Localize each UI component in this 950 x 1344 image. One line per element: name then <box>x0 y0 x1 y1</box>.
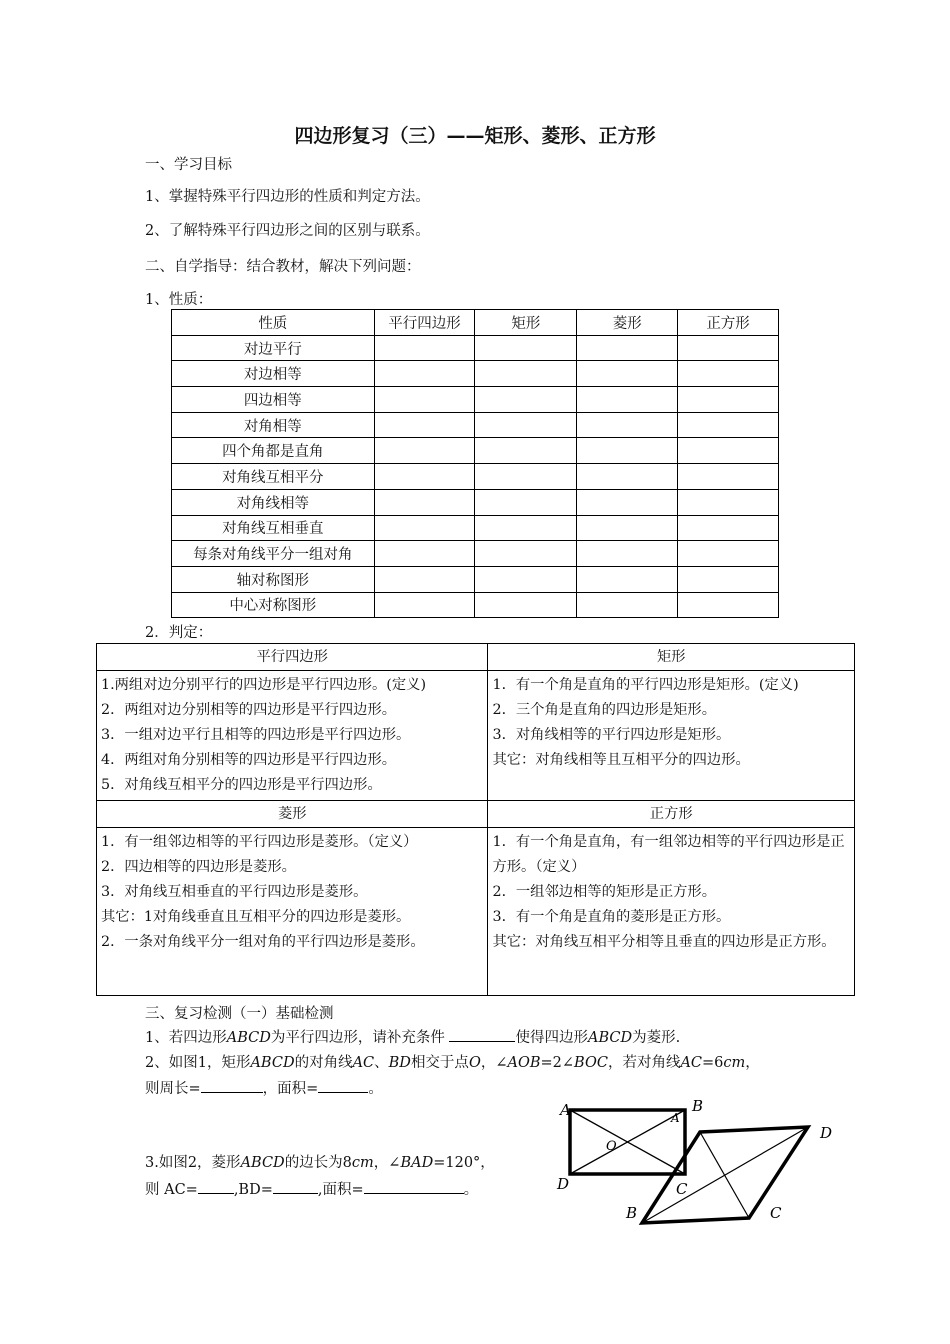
answer-cell[interactable] <box>577 464 678 490</box>
area-blank[interactable] <box>364 1193 464 1194</box>
table-row <box>172 592 779 618</box>
table-row <box>172 438 779 464</box>
criterion-item: 3．有一个角是直角的菱形是正方形。 <box>492 909 731 925</box>
answer-cell[interactable] <box>678 412 779 438</box>
criterion-item: 2．三个角是直角的四边形是矩形。 <box>492 702 717 718</box>
answer-cell[interactable] <box>678 464 779 490</box>
ac-blank[interactable] <box>198 1193 234 1194</box>
geometry-figures <box>550 1095 850 1230</box>
answer-blank[interactable] <box>449 1041 515 1042</box>
header-cell: 平行四边形 <box>374 310 475 336</box>
property-name: 中心对称图形 <box>172 592 375 618</box>
answer-cell[interactable] <box>577 335 678 361</box>
criterion-item: 3．一组对边平行且相等的四边形是平行四边形。 <box>101 727 411 743</box>
answer-cell[interactable] <box>475 387 577 413</box>
table-row <box>172 387 779 413</box>
table-row <box>172 464 779 490</box>
table-row <box>172 489 779 515</box>
answer-cell[interactable] <box>678 387 779 413</box>
answer-cell[interactable] <box>577 387 678 413</box>
answer-cell[interactable] <box>577 566 678 592</box>
property-name: 对角相等 <box>172 412 375 438</box>
criterion-item: 3．对角线互相垂直的平行四边形是菱形。 <box>101 884 368 900</box>
judge-label: 2．判定： <box>145 625 213 641</box>
rhombus-criteria <box>97 828 488 996</box>
answer-cell[interactable] <box>475 438 577 464</box>
answer-cell[interactable] <box>374 438 475 464</box>
question-2-line2: 则周长= ，面积= 。 <box>145 1081 383 1097</box>
criterion-item: 1．有一个角是直角，有一组邻边相等的平行四边形是正方形。（定义） <box>492 834 845 875</box>
criterion-item: 5．对角线互相平分的四边形是平行四边形。 <box>101 777 382 793</box>
goal-2: 2、了解特殊平行四边形之间的区别与联系。 <box>145 223 430 239</box>
answer-cell[interactable] <box>475 361 577 387</box>
header-cell: 性质 <box>172 310 375 336</box>
label-b2: B <box>626 1204 638 1222</box>
property-name: 对角线相等 <box>172 489 375 515</box>
answer-cell[interactable] <box>374 541 475 567</box>
answer-cell[interactable] <box>374 464 475 490</box>
criterion-item: 其它：1对角线垂直且互相平分的四边形是菱形。 <box>101 909 411 925</box>
table-row <box>172 361 779 387</box>
header-cell: 矩形 <box>475 310 577 336</box>
property-table <box>171 309 779 618</box>
section3-heading: 三、复习检测（一）基础检测 <box>145 1006 334 1022</box>
answer-cell[interactable] <box>678 566 779 592</box>
question-2: 2、如图1，矩形ABCD的对角线AC、BD相交于点O，∠AOB=2∠BOC，若对角线AC=6cm， <box>145 1055 760 1071</box>
answer-cell[interactable] <box>475 489 577 515</box>
answer-cell[interactable] <box>678 592 779 618</box>
answer-cell[interactable] <box>475 464 577 490</box>
answer-cell[interactable] <box>374 335 475 361</box>
label-c2: C <box>770 1204 782 1222</box>
property-label: 1、性质： <box>145 292 213 308</box>
answer-cell[interactable] <box>678 438 779 464</box>
criterion-item: 2．两组对边分别相等的四边形是平行四边形。 <box>101 702 397 718</box>
square-header: 正方形 <box>488 801 855 828</box>
label-d: D <box>557 1175 570 1193</box>
answer-cell[interactable] <box>678 489 779 515</box>
area-blank[interactable] <box>318 1092 368 1093</box>
section2-heading: 二、自学指导：结合教材，解决下列问题： <box>145 259 421 275</box>
answer-cell[interactable] <box>678 541 779 567</box>
answer-cell[interactable] <box>374 592 475 618</box>
answer-cell[interactable] <box>475 541 577 567</box>
criterion-item: 2．一组邻边相等的矩形是正方形。 <box>492 884 717 900</box>
criterion-item: 其它：对角线互相平分相等且垂直的四边形是正方形。 <box>492 934 836 950</box>
answer-cell[interactable] <box>577 489 678 515</box>
answer-cell[interactable] <box>475 566 577 592</box>
label-b: B <box>692 1097 704 1115</box>
judgement-table <box>96 643 855 996</box>
answer-cell[interactable] <box>374 566 475 592</box>
perimeter-blank[interactable] <box>201 1092 263 1093</box>
answer-cell[interactable] <box>577 361 678 387</box>
property-name: 对角线互相平分 <box>172 464 375 490</box>
answer-cell[interactable] <box>475 592 577 618</box>
answer-cell[interactable] <box>577 541 678 567</box>
answer-cell[interactable] <box>374 412 475 438</box>
rhombus-header: 菱形 <box>97 801 488 828</box>
rectangle-criteria <box>488 671 855 801</box>
answer-cell[interactable] <box>475 515 577 541</box>
criterion-item: 其它：对角线相等且互相平分的四边形。 <box>492 752 750 768</box>
criterion-item: 4．两组对角分别相等的四边形是平行四边形。 <box>101 752 397 768</box>
figure-1-rectangle <box>556 1097 703 1198</box>
criterion-item: 3．对角线相等的平行四边形是矩形。 <box>492 727 731 743</box>
property-name: 轴对称图形 <box>172 566 375 592</box>
answer-cell[interactable] <box>577 592 678 618</box>
criterion-item: 1．有一个角是直角的平行四边形是矩形。(定义) <box>492 677 799 693</box>
page-title: 四边形复习（三）——矩形、菱形、正方形 <box>294 125 656 147</box>
label-c: C <box>676 1180 688 1198</box>
property-name: 对角线互相垂直 <box>172 515 375 541</box>
table-row <box>172 412 779 438</box>
answer-cell[interactable] <box>678 361 779 387</box>
answer-cell[interactable] <box>475 412 577 438</box>
answer-cell[interactable] <box>577 412 678 438</box>
answer-cell[interactable] <box>577 515 678 541</box>
goal-1: 1、掌握特殊平行四边形的性质和判定方法。 <box>145 189 430 205</box>
table-row <box>172 541 779 567</box>
label-a: A <box>560 1101 571 1119</box>
answer-cell[interactable] <box>678 515 779 541</box>
table-header-row <box>172 310 779 336</box>
section1-heading: 一、学习目标 <box>145 157 232 173</box>
label-o: O <box>606 1139 617 1154</box>
parallelogram-criteria <box>97 671 488 801</box>
header-cell: 正方形 <box>678 310 779 336</box>
property-name: 每条对角线平分一组对角 <box>172 541 375 567</box>
table-row <box>172 335 779 361</box>
header-cell: 菱形 <box>577 310 678 336</box>
answer-cell[interactable] <box>577 438 678 464</box>
question-1: 1、若四边形ABCD为平行四边形，请补充条件 使得四边形ABCD为菱形. <box>145 1030 681 1046</box>
answer-cell[interactable] <box>475 335 577 361</box>
table-row <box>172 566 779 592</box>
criterion-item: 2．一条对角线平分一组对角的平行四边形是菱形。 <box>101 934 425 950</box>
property-name: 对边相等 <box>172 361 375 387</box>
criterion-item: 2．四边相等的四边形是菱形。 <box>101 859 296 875</box>
question-3: 3.如图2，菱形ABCD的边长为8cm，∠BAD=120°， <box>145 1155 495 1171</box>
bd-blank[interactable] <box>273 1193 318 1194</box>
question-3-line2: 则 AC= ,BD= ,面积= 。 <box>145 1182 479 1198</box>
table-row <box>172 515 779 541</box>
property-name: 对边平行 <box>172 335 375 361</box>
parallelogram-header: 平行四边形 <box>97 644 488 671</box>
label-a-small: A <box>671 1111 680 1125</box>
answer-cell[interactable] <box>374 515 475 541</box>
criterion-item: 1.两组对边分别平行的四边形是平行四边形。(定义) <box>101 677 427 693</box>
answer-cell[interactable] <box>374 387 475 413</box>
property-name: 四边相等 <box>172 387 375 413</box>
criterion-item: 1．有一组邻边相等的平行四边形是菱形。（定义） <box>101 834 418 850</box>
answer-cell[interactable] <box>374 361 475 387</box>
answer-cell[interactable] <box>678 335 779 361</box>
property-name: 四个角都是直角 <box>172 438 375 464</box>
label-d2: D <box>820 1124 833 1142</box>
answer-cell[interactable] <box>374 489 475 515</box>
rectangle-header: 矩形 <box>488 644 855 671</box>
square-criteria <box>488 828 855 996</box>
